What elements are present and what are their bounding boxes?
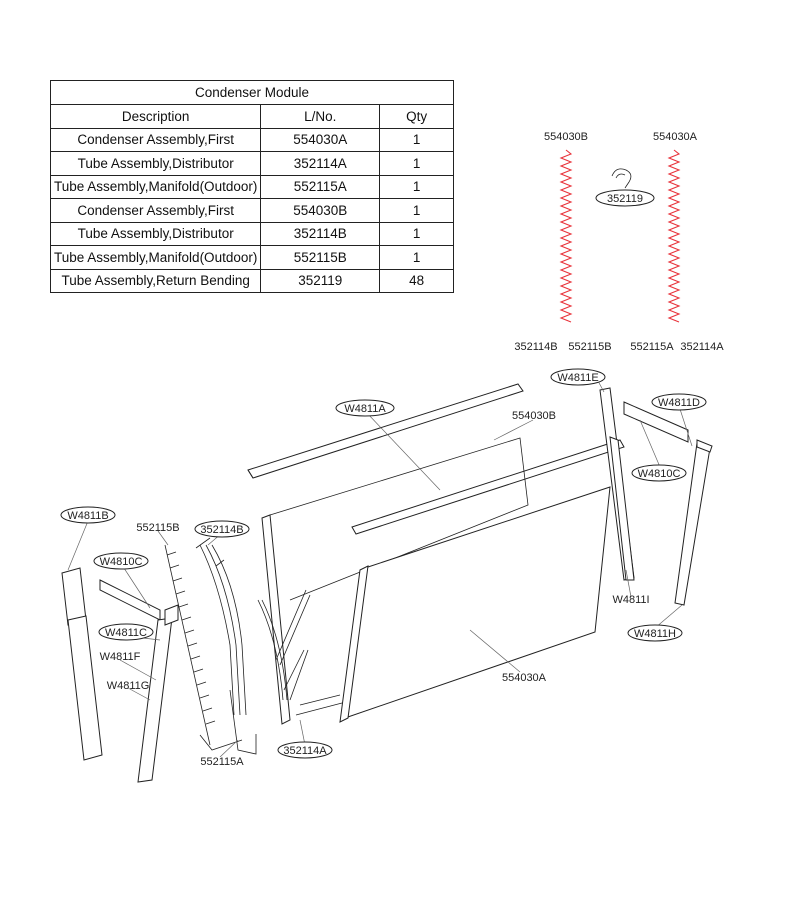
rail-w4811a <box>248 384 523 478</box>
post-w4811c <box>138 618 172 782</box>
return-bend-icon <box>612 169 631 188</box>
bracket-w4810c <box>100 580 160 620</box>
manifold-552115b <box>165 545 215 745</box>
cell-lno: 352119 <box>261 269 380 293</box>
frame-left <box>62 568 178 782</box>
label-w4811d: W4811D <box>658 397 700 409</box>
label-552115a: 552115A <box>200 756 244 768</box>
label-w4811g: W4811G <box>106 680 150 692</box>
label-bottom-552115b: 552115B <box>568 341 612 353</box>
label-552115b: 552115B <box>136 522 180 534</box>
label-w4810c-right: W4810C <box>637 468 681 480</box>
cell-qty: 1 <box>380 128 454 152</box>
label-top-554030b: 554030B <box>543 131 589 143</box>
coil-view <box>514 131 724 353</box>
cell-qty: 1 <box>380 222 454 246</box>
cell-description: Tube Assembly,Manifold(Outdoor) <box>51 175 261 199</box>
cell-description: Tube Assembly,Distributor <box>51 222 261 246</box>
label-w4811h: W4811H <box>634 628 676 640</box>
cell-description: Tube Assembly,Return Bending <box>51 269 261 293</box>
cell-lno: 552115B <box>261 246 380 270</box>
cell-description: Tube Assembly,Manifold(Outdoor) <box>51 246 261 270</box>
label-352119: 352119 <box>607 193 643 205</box>
header-description: Description <box>51 105 261 129</box>
label-w4811b: W4811B <box>67 510 109 522</box>
cell-lno: 554030A <box>261 128 380 152</box>
label-w4811i: W4811I <box>612 594 650 606</box>
label-bottom-552115a: 552115A <box>630 341 674 353</box>
tubes-352114b <box>196 538 246 715</box>
cell-lno: 554030B <box>261 199 380 223</box>
cell-description: Condenser Assembly,First <box>51 199 261 223</box>
cell-lno: 352114B <box>261 222 380 246</box>
label-bottom-352114b: 352114B <box>514 341 558 353</box>
header-lno: L/No. <box>261 105 380 129</box>
cell-qty: 1 <box>380 199 454 223</box>
label-w4811a: W4811A <box>344 403 386 415</box>
label-top-554030a: 554030A <box>652 131 698 143</box>
label-352114b: 352114B <box>200 524 244 536</box>
label-w4811c: W4811C <box>105 627 147 639</box>
label-bottom-352114a: 352114A <box>680 341 724 353</box>
bracket-w4811d <box>624 402 712 605</box>
label-w4811e: W4811E <box>557 372 599 384</box>
cell-lno: 352114A <box>261 152 380 176</box>
coil-554030a <box>669 150 679 322</box>
cell-qty: 48 <box>380 269 454 293</box>
cell-qty: 1 <box>380 175 454 199</box>
cell-description: Condenser Assembly,First <box>51 128 261 152</box>
label-w4810c-left: W4810C <box>99 556 143 568</box>
post-w4811g <box>68 616 102 760</box>
cell-lno: 552115A <box>261 175 380 199</box>
label-352114a: 352114A <box>283 745 327 757</box>
cell-description: Tube Assembly,Distributor <box>51 152 261 176</box>
label-554030b: 554030B <box>511 410 557 422</box>
cell-qty: 1 <box>380 152 454 176</box>
exploded-view <box>61 369 712 782</box>
label-554030a: 554030A <box>501 672 547 684</box>
cell-qty: 1 <box>380 246 454 270</box>
header-qty: Qty <box>380 105 454 129</box>
table-title: Condenser Module <box>51 81 454 105</box>
coil-554030b <box>561 150 571 322</box>
label-w4811f: W4811F <box>99 651 141 663</box>
